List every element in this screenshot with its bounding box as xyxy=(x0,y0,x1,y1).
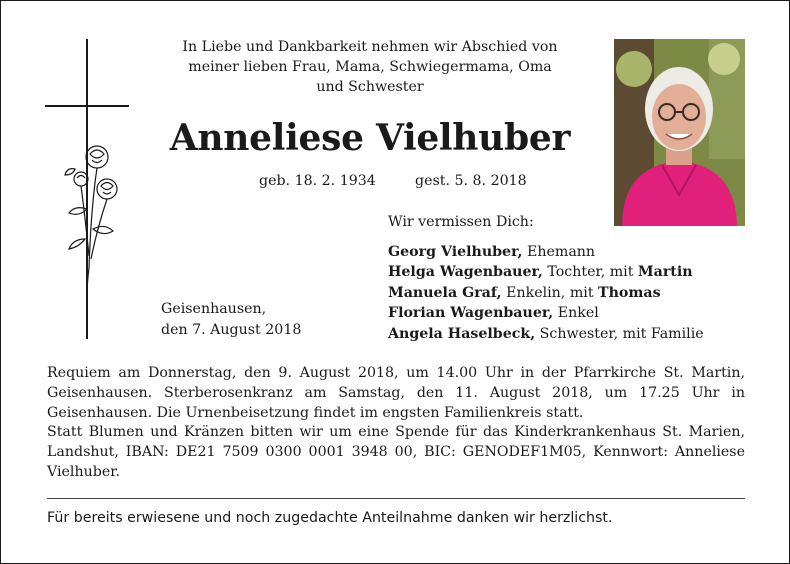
divider xyxy=(47,498,745,499)
thanks-line: Für bereits erwiesene und noch zugedachte Anteilnahme danken wir herzlichst. xyxy=(47,510,613,526)
survivor-name: Helga Wagenbauer, xyxy=(388,264,543,280)
survivor-entry xyxy=(388,324,704,345)
survivor-relation: Enkelin, mit xyxy=(501,284,599,301)
birth-date: geb. 18. 2. 1934 xyxy=(259,173,376,189)
portrait-photo xyxy=(614,39,745,226)
survivor-relation: Enkel xyxy=(553,305,599,321)
survivor-partner: Martin xyxy=(637,264,693,280)
survivor-relation: Schwester, mit Familie xyxy=(535,325,704,342)
survivor-entry xyxy=(388,262,704,283)
death-date: gest. 5. 8. 2018 xyxy=(415,173,527,189)
survivor-entry xyxy=(388,242,704,263)
survivor-name: Angela Haselbeck, xyxy=(388,325,536,342)
survivor-relation: Ehemann xyxy=(522,243,596,260)
intro-text xyxy=(141,37,599,97)
survivor-name: Florian Wagenbauer, xyxy=(388,305,554,321)
place-date xyxy=(161,299,301,340)
service-paragraph: Requiem am Donnerstag, den 9. August 2018, um 14.00 Uhr in der Pfarrkirche St. Martin, Geisenhausen. Sterberosenkranz am Samstag, den 11. August 2018, um 17.25 Uhr in Geisenhausen. Die Urnenbeisetzung findet im engsten Familienkreis statt. xyxy=(47,365,745,421)
place-date-line: den 7. August 2018 xyxy=(161,321,302,338)
donation-paragraph: Statt Blumen und Kränzen bitten wir um eine Spende für das Kinderkrankenhaus St. Marien, Landshut, IBAN: DE21 7509 0300 0001 3948 00, BIC: GENODEF1M05, Kennwort: Anneliese Vielhuber. xyxy=(47,424,745,480)
survivor-name: Georg Vielhuber, xyxy=(388,243,523,260)
cross-with-roses-icon xyxy=(45,39,129,339)
place-town: Geisenhausen, xyxy=(161,301,267,317)
survivor-entry xyxy=(388,303,704,324)
survivors-lead: Wir vermissen Dich: xyxy=(388,214,534,230)
survivor-relation: Tochter, mit xyxy=(542,264,638,280)
deceased-name: Anneliese Vielhuber xyxy=(169,117,571,159)
survivor-partner: Thomas xyxy=(598,284,661,301)
intro-line: meiner lieben Frau, Mama, Schwiegermama, Oma xyxy=(188,59,552,75)
intro-line: und Schwester xyxy=(316,79,424,95)
survivor-name: Manuela Graf, xyxy=(388,284,502,301)
survivors-block xyxy=(388,212,704,344)
survivor-entry xyxy=(388,283,704,304)
intro-line: In Liebe und Dankbarkeit nehmen wir Abschied von xyxy=(182,39,558,55)
service-details xyxy=(47,364,745,483)
